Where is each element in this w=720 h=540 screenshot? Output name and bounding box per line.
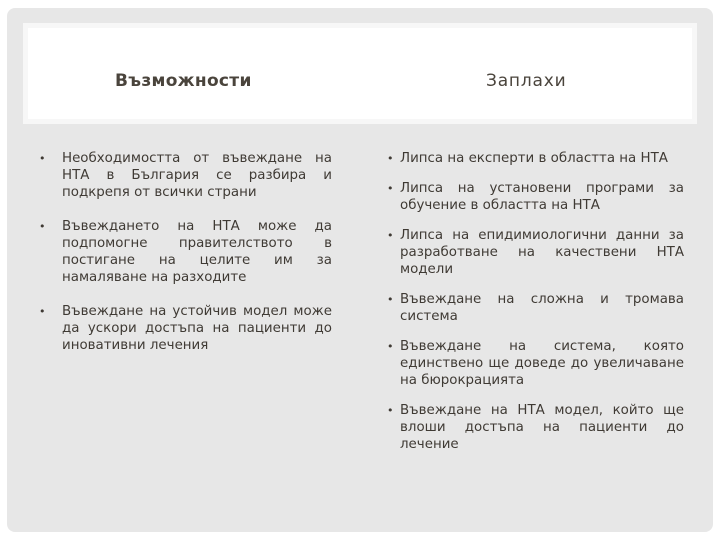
- list-item-text: Необходимостта от въвеждане на НТА в България се разбира и подкрепя от всички страни: [62, 151, 332, 200]
- list-item-text: Въвеждане на сложна и тромава система: [400, 292, 684, 324]
- list-item-text: Липса на експерти в областта на НТА: [400, 151, 668, 166]
- bullet-icon: •: [387, 293, 394, 306]
- list-item-text: Въвеждане на система, която единствено ще доведе до увеличаване на бюрокрацията: [400, 339, 684, 388]
- list-item: [384, 291, 684, 325]
- list-item: [384, 227, 684, 278]
- list-item: [36, 218, 332, 286]
- bullet-icon: •: [387, 404, 394, 417]
- list-item: [36, 150, 332, 201]
- opportunities-list: [36, 150, 332, 371]
- list-item-text: Липса на епидимиологични данни за разработване на качествени НТА модели: [400, 228, 684, 277]
- bullet-icon: •: [39, 305, 46, 318]
- list-item: [384, 150, 684, 167]
- bullet-icon: •: [39, 152, 46, 165]
- list-item: [384, 180, 684, 214]
- bullet-icon: •: [387, 340, 394, 353]
- bullet-icon: •: [387, 152, 394, 165]
- list-item: [384, 338, 684, 389]
- column-title-opportunities: Възможности: [115, 71, 252, 91]
- list-item: [36, 303, 332, 354]
- list-item-text: Липса на установени програми за обучение в областта на НТА: [400, 181, 684, 213]
- list-item-text: Въвеждането на НТА може да подпомогне правителството в постигане на целите им за намаляване на разходите: [62, 219, 332, 285]
- threats-list: [384, 150, 684, 466]
- bullet-icon: •: [39, 220, 46, 233]
- list-item-text: Въвеждане на устойчив модел може да ускори достъпа на пациенти до иновативни лечения: [62, 304, 332, 353]
- list-item: [384, 402, 684, 453]
- bullet-icon: •: [387, 229, 394, 242]
- bullet-icon: •: [387, 182, 394, 195]
- column-title-threats: Заплахи: [486, 71, 567, 91]
- list-item-text: Въвеждане на НТА модел, който ще влоши достъпа на пациенти до лечение: [400, 403, 684, 452]
